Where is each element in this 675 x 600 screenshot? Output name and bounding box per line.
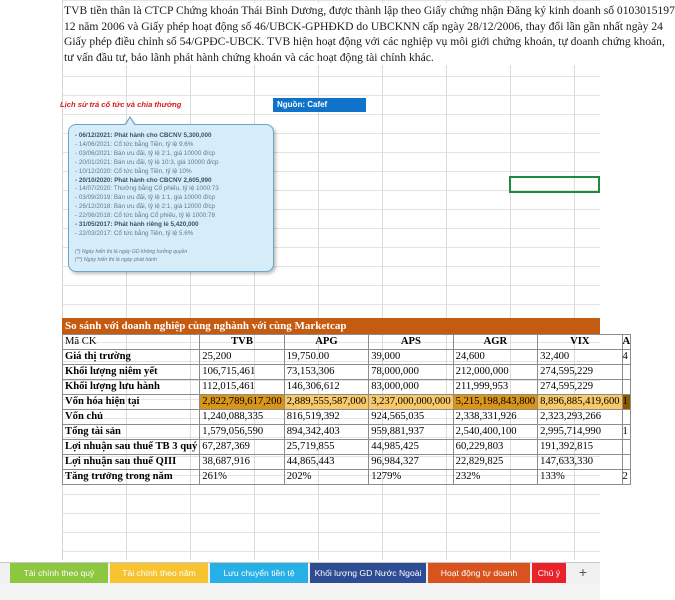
value-cell[interactable]: 2,889,555,587,000	[284, 395, 368, 410]
intro-line: tư vấn đầu tư, bảo lãnh phát hành chứng khoán và các hoạt động tài chính khác.	[64, 50, 434, 64]
row-label-cell[interactable]: Tổng tài sản	[63, 425, 200, 440]
history-item: - 10/12/2020: Cổ tức bằng Tiền, tỷ lệ 10%	[75, 167, 192, 175]
value-cell[interactable]: 2,338,331,926	[453, 410, 537, 425]
sheet-tab[interactable]: Chú ý	[532, 563, 566, 583]
value-cell[interactable]: 112,015,461	[200, 380, 284, 395]
history-note: (**) Ngày hiển thị là ngày phát hành	[75, 256, 157, 263]
row-label-cell[interactable]: Vốn hóa hiện tại	[63, 395, 200, 410]
history-item: - 22/03/2017: Cổ tức bằng Tiền, tỷ lệ 5.6%	[75, 229, 194, 237]
value-cell[interactable]: 133%	[538, 470, 622, 485]
intro-line: 12 năm 2006 và Giấy phép hoạt động số 46/UBCK-GPHĐKD do UBCKNN cấp ngày 28/12/2006, thay đổi lần gần nhất ngày 24	[64, 19, 663, 33]
table-row	[63, 380, 631, 395]
value-cell[interactable]: 32,400	[538, 350, 622, 365]
value-cell[interactable]: 202%	[284, 470, 368, 485]
table-row	[63, 350, 631, 365]
intro-line: Giấy phép điều chỉnh số 54/GPĐC-UBCK. TVB hiện hoạt động với các nghiệp vụ môi giới chứng khoán, tự doanh chứng khoán,	[64, 35, 665, 48]
value-cell[interactable]: 1	[622, 425, 631, 440]
sheet-tab[interactable]: Lưu chuyển tiền tệ	[210, 563, 308, 583]
column-a[interactable]	[0, 0, 63, 560]
header-cell-ticker[interactable]: APG	[284, 335, 368, 350]
intro-line: TVB tiền thân là CTCP Chứng khoán Thái Bình Dương, được thành lập theo Giấy chứng nhận Đăng ký kinh doanh số 0103015197	[64, 4, 675, 17]
header-cell-ticker-label[interactable]: Mã CK	[63, 335, 200, 350]
value-cell[interactable]: 44,865,443	[284, 455, 368, 470]
history-item: - 14/06/2021: Cổ tức bằng Tiền, tỷ lệ 9.6%	[75, 140, 194, 148]
value-cell[interactable]: 24,600	[453, 350, 537, 365]
history-item: - 03/06/2021: Bán ưu đãi, tỷ lệ 2:1, giá 10000 đ/cp	[75, 149, 216, 157]
status-bar	[0, 583, 600, 600]
history-item: - 14/07/2020: Thưởng bằng Cổ phiếu, tỷ lệ 1000:73	[75, 185, 219, 193]
value-cell[interactable]: 959,881,937	[369, 425, 453, 440]
value-cell[interactable]: 25,719,855	[284, 440, 368, 455]
value-cell[interactable]: 816,519,392	[284, 410, 368, 425]
value-cell[interactable]: 232%	[453, 470, 537, 485]
history-item: - 20/01/2021: Bán ưu đãi, tỷ lệ 10:3, giá 10000 đ/cp	[75, 158, 219, 166]
history-note: (*) Ngày hiển thị là ngày GD không hưởng quyền	[75, 249, 188, 255]
value-cell[interactable]: 38,687,916	[200, 455, 284, 470]
value-cell[interactable]: 1,240,088,335	[200, 410, 284, 425]
history-item: - 20/10/2020: Phát hành cho CBCNV 2,605,990	[75, 176, 212, 184]
value-cell[interactable]: 44,985,425	[369, 440, 453, 455]
sheet-tab[interactable]: Tài chính theo quý	[10, 563, 108, 583]
table-row	[63, 395, 631, 410]
table-row	[63, 365, 631, 380]
value-cell[interactable]	[622, 410, 631, 425]
history-item: - 06/12/2021: Phát hành cho CBCNV 5,300,000	[75, 132, 212, 139]
value-cell[interactable]: 2,323,293,266	[538, 410, 622, 425]
value-cell[interactable]	[622, 365, 631, 380]
source-cell[interactable]: Nguồn: Cafef	[273, 98, 366, 112]
value-cell[interactable]: 78,000,000	[369, 365, 453, 380]
value-cell[interactable]: 2,995,714,990	[538, 425, 622, 440]
history-item: - 03/09/2019: Bán ưu đãi, tỷ lệ 1:1, giá 10000 đ/cp	[75, 194, 216, 202]
value-cell[interactable]: 274,595,229	[538, 365, 622, 380]
value-cell[interactable]: 73,153,306	[284, 365, 368, 380]
sheet-tab-bar	[0, 562, 600, 583]
value-cell[interactable]: 67,287,369	[200, 440, 284, 455]
value-cell[interactable]: 39,000	[369, 350, 453, 365]
dividend-history-callout[interactable]	[68, 124, 274, 272]
history-notes	[75, 249, 187, 264]
value-cell[interactable]: 2,822,789,617,200	[200, 395, 284, 410]
value-cell[interactable]: 60,229,803	[453, 440, 537, 455]
table-row	[63, 410, 631, 425]
row-label-cell[interactable]: Tăng trưởng trong năm	[63, 470, 200, 485]
active-cell-selection[interactable]	[509, 176, 600, 193]
sheet-tab[interactable]: Tài chính theo năm	[110, 563, 208, 583]
history-item: - 22/06/2018: Cổ tức bằng Cổ phiếu, tỷ lệ 1000:78	[75, 212, 216, 220]
value-cell[interactable]: 19,750.00	[284, 350, 368, 365]
header-cell-ticker[interactable]: AGR	[453, 335, 537, 350]
dividend-history-list	[75, 132, 219, 239]
sheet-tab[interactable]: Khối lượng GD Nước Ngoài	[310, 563, 426, 583]
comparison-title[interactable]: So sánh với doanh nghiệp cùng nghành với cùng Marketcap	[62, 318, 600, 334]
value-cell[interactable]	[622, 380, 631, 395]
row-label-cell[interactable]: Vốn chủ	[63, 410, 200, 425]
value-cell[interactable]: 2	[622, 470, 631, 485]
value-cell[interactable]: 274,595,229	[538, 380, 622, 395]
row-label-cell[interactable]: Giá thị trường	[63, 350, 200, 365]
value-cell[interactable]: 1	[622, 395, 631, 410]
value-cell[interactable]: 894,342,403	[284, 425, 368, 440]
table-row	[63, 425, 631, 440]
value-cell[interactable]: 147,633,330	[538, 455, 622, 470]
sheet-tab[interactable]: Hoạt động tự doanh	[428, 563, 530, 583]
row-label-cell[interactable]: Lợi nhuận sau thuế QIII	[63, 455, 200, 470]
dividend-history-title: Lịch sử trả cổ tức và chia thưởng	[60, 100, 182, 109]
value-cell[interactable]: 8,896,885,419,600	[538, 395, 622, 410]
value-cell[interactable]	[622, 440, 631, 455]
comparison-table[interactable]	[62, 334, 631, 485]
header-cell-ticker[interactable]: VIX	[538, 335, 622, 350]
table-header-row	[63, 335, 631, 350]
table-row	[63, 470, 631, 485]
callout-pointer-fill	[125, 118, 135, 126]
header-cell-ticker[interactable]: A	[622, 335, 631, 350]
history-item: - 26/12/2018: Bán ưu đãi, tỷ lệ 2:1, giá 12000 đ/cp	[75, 203, 216, 211]
value-cell[interactable]: 211,999,953	[453, 380, 537, 395]
value-cell[interactable]	[622, 455, 631, 470]
value-cell[interactable]: 25,200	[200, 350, 284, 365]
value-cell[interactable]: 5,215,198,843,800	[453, 395, 537, 410]
value-cell[interactable]: 261%	[200, 470, 284, 485]
add-sheet-icon[interactable]: +	[578, 564, 588, 580]
table-row	[63, 440, 631, 455]
row-label-cell[interactable]: Khối lượng lưu hành	[63, 380, 200, 395]
value-cell[interactable]: 2,540,400,100	[453, 425, 537, 440]
value-cell[interactable]: 924,565,035	[369, 410, 453, 425]
header-cell-ticker[interactable]: APS	[369, 335, 453, 350]
value-cell[interactable]: 4	[622, 350, 631, 365]
value-cell[interactable]: 1279%	[369, 470, 453, 485]
row-label-cell[interactable]: Khối lượng niêm yết	[63, 365, 200, 380]
value-cell[interactable]: 106,715,461	[200, 365, 284, 380]
table-row	[63, 455, 631, 470]
value-cell[interactable]: 96,984,327	[369, 455, 453, 470]
header-cell-ticker[interactable]: TVB	[200, 335, 284, 350]
value-cell[interactable]: 212,000,000	[453, 365, 537, 380]
history-item: - 31/05/2017: Phát hành riêng lẻ 5,420,000	[75, 221, 199, 229]
value-cell[interactable]: 83,000,000	[369, 380, 453, 395]
value-cell[interactable]: 1,579,056,590	[200, 425, 284, 440]
value-cell[interactable]: 146,306,612	[284, 380, 368, 395]
value-cell[interactable]: 22,829,825	[453, 455, 537, 470]
row-label-cell[interactable]: Lợi nhuận sau thuế TB 3 quý	[63, 440, 200, 455]
value-cell[interactable]: 191,392,815	[538, 440, 622, 455]
value-cell[interactable]: 3,237,000,000,000	[369, 395, 453, 410]
company-description	[64, 3, 675, 65]
